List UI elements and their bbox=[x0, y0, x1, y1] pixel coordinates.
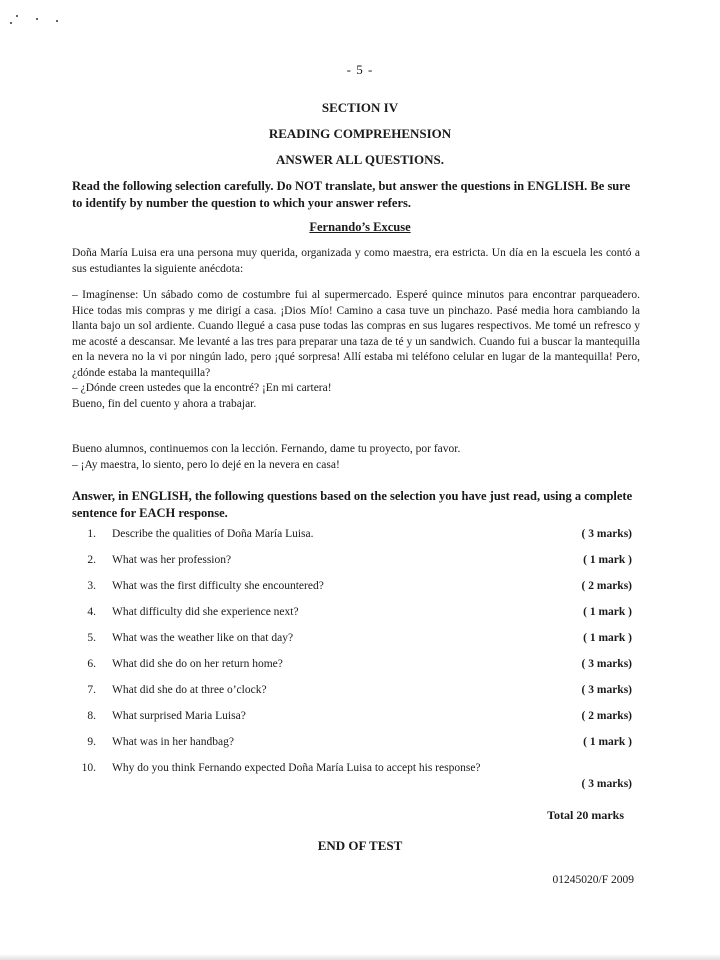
question-text: What was the weather like on that day? bbox=[112, 632, 294, 644]
closing-line: – ¡Ay maestra, lo siento, pero lo dejé en la nevera en casa! bbox=[72, 458, 340, 471]
question-text: What difficulty did she experience next? bbox=[112, 606, 299, 618]
question-marks: ( 3 marks) bbox=[581, 658, 632, 670]
directive-heading: ANSWER ALL QUESTIONS. bbox=[276, 152, 444, 167]
question-text: What did she do on her return home? bbox=[112, 658, 283, 670]
story-intro: Doña María Luisa era una persona muy querida, organizada y como maestra, era estricta. Un día en la escuela les contó a sus estudiantes la siguiente anécdota: bbox=[72, 247, 640, 275]
section-heading: SECTION IV bbox=[321, 100, 399, 115]
question-text: What did she do at three o’clock? bbox=[112, 684, 267, 696]
question-row bbox=[72, 580, 632, 598]
question-row bbox=[72, 632, 632, 650]
question-marks: ( 3 marks) bbox=[581, 528, 632, 540]
question-number: 10. bbox=[81, 762, 96, 774]
total-marks: Total 20 marks bbox=[547, 808, 624, 822]
question-row bbox=[72, 528, 632, 546]
question-marks: ( 2 marks) bbox=[581, 580, 632, 592]
closing-line: Bueno alumnos, continuemos con la lección. Fernando, dame tu proyecto, por favor. bbox=[72, 443, 461, 455]
question-row bbox=[72, 736, 632, 754]
question-row bbox=[72, 606, 632, 624]
question-number: 6. bbox=[87, 658, 96, 670]
question-number: 2. bbox=[87, 554, 96, 566]
question-text: Describe the qualities of Doña María Luisa. bbox=[112, 528, 314, 540]
question-marks: ( 1 mark ) bbox=[583, 736, 632, 748]
question-row bbox=[72, 658, 632, 676]
question-row bbox=[72, 710, 632, 728]
page-number: - 5 - bbox=[346, 62, 374, 77]
instructions: Read the following selection carefully. Do NOT translate, but answer the questions in ENGLISH. Be sure to identify by number the question to which your answer refers. bbox=[72, 179, 631, 210]
question-text: What was the first difficulty she encountered? bbox=[112, 580, 324, 592]
story-title: Fernando’s Excuse bbox=[309, 220, 411, 234]
question-marks: ( 3 marks) bbox=[581, 684, 632, 696]
question-text: What was in her handbag? bbox=[112, 736, 234, 748]
story-anecdote bbox=[72, 288, 640, 412]
question-row bbox=[72, 554, 632, 572]
question-number: 8. bbox=[87, 710, 96, 722]
end-of-test: END OF TEST bbox=[317, 838, 403, 853]
question-marks: ( 3 marks) bbox=[581, 778, 632, 790]
question-text: Why do you think Fernando expected Doña María Luisa to accept his response? bbox=[112, 762, 481, 774]
question-number: 9. bbox=[87, 736, 96, 748]
anecdote-paragraph: – Imagínense: Un sábado como de costumbre fui al supermercado. Esperé quince minutos para encontrar parqueadero. Hice todas mis compras y me dirigí a casa. ¡Dios Mío! Camino a casa tuve un pinchazo. Pasé media hora cambiando la llanta bajo un sol ardiente. Cuando llegué a casa puse todas las compras en sus lugares respectivos. Me tomé un refresco y me acosté a descansar. Me levanté a las tres para preparar una taza de té y un sandwich. Cuando fui a buscar la mantequilla en la nevera no la vi por ningún lado, pero ¡qué sorpresa! Allí estaba mi teléfono celular en lugar de la mantequilla! Pero, ¿dónde estaba la mantequilla? bbox=[72, 289, 640, 379]
question-number: 5. bbox=[87, 632, 96, 644]
story-closing bbox=[72, 442, 640, 473]
question-marks: ( 1 mark ) bbox=[583, 606, 632, 618]
question-text: What surprised Maria Luisa? bbox=[112, 710, 246, 722]
scan-edge-shadow bbox=[0, 954, 720, 960]
subsection-heading: READING COMPREHENSION bbox=[268, 126, 452, 141]
question-marks: ( 1 mark ) bbox=[583, 554, 632, 566]
scan-specks bbox=[10, 12, 70, 32]
exam-code: 01245020/F 2009 bbox=[552, 874, 634, 886]
questions-heading: Answer, in ENGLISH, the following questions based on the selection you have just read, using a complete sentence for EACH response. bbox=[72, 489, 633, 520]
anecdote-line: – ¿Dónde creen ustedes que la encontré? ¡En mi cartera! bbox=[72, 382, 332, 394]
anecdote-line: Bueno, fin del cuento y ahora a trabajar. bbox=[72, 397, 257, 410]
question-number: 4. bbox=[87, 606, 96, 618]
question-row bbox=[72, 684, 632, 702]
question-text: What was her profession? bbox=[112, 554, 232, 566]
question-number: 7. bbox=[87, 684, 96, 696]
question-number: 1. bbox=[87, 528, 96, 540]
question-number: 3. bbox=[87, 580, 96, 592]
question-marks: ( 2 marks) bbox=[581, 710, 632, 722]
question-marks: ( 1 mark ) bbox=[583, 632, 632, 644]
